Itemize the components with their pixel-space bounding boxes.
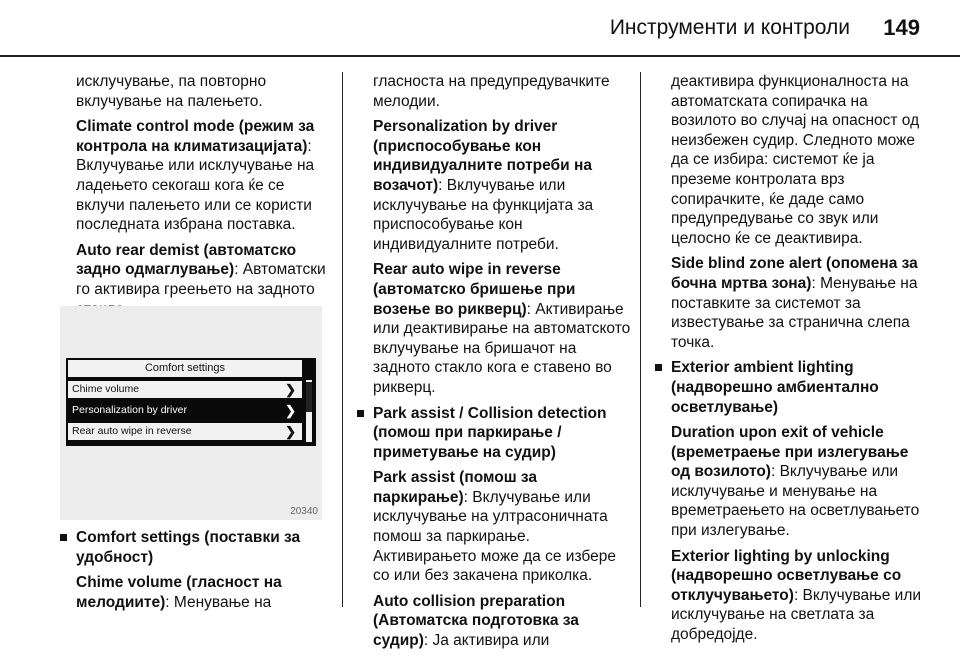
scrollbar-thumb: [306, 382, 312, 412]
paragraph-personalization: [357, 117, 633, 254]
paragraph: исклучување, па повторно вклучување на палењето.: [76, 73, 267, 110]
paragraph-duration-exit: [655, 423, 931, 541]
heading-climate-control-mode: Climate control mode (режим за контрола на климатизацијата): [76, 118, 315, 155]
heading-auto-rear-demist: Auto rear demist (автоматско задно одмаглување): [76, 241, 297, 279]
text-personalization-by-driver: : Вклучување или исклучување на функцијата за приспособување кон индивидуалните потреби.: [373, 176, 594, 253]
heading-exterior-ambient-lighting: Exterior ambient lighting (надворешно амбиентално осветлување): [671, 359, 879, 416]
heading-chime-volume: Chime volume (гласност на мелодиите): [76, 574, 282, 611]
text-rear-auto-wipe: : Активирање или деактивирање на автоматското вклучување на бришачот на задното стакло кога е ставено во рикверц.: [373, 300, 631, 396]
comfort-settings-figure: [60, 306, 322, 520]
menu-item-label: Rear auto wipe in reverse: [72, 425, 192, 437]
chevron-right-icon: ❯: [285, 403, 296, 418]
heading-comfort-settings: Comfort settings (поставки за удобност): [76, 529, 301, 566]
scrollbar: [306, 380, 312, 442]
heading-park-assist-collision: Park assist / Collision detection (помош при паркирање / приметување на судир): [373, 404, 607, 461]
paragraph: деактивира функционалноста на автоматската сопирачка на возилото во случај на опасност од неизбежен судир. Следното може да се избира: системот ќе ја преземе контролата врз сопирачките, ќе даде само предупредување со звук или целосно ќе се деактивира.: [671, 73, 920, 247]
text-park-assist: : Вклучување или исклучување на ултрасоничната помош за паркирање. Активирањето може да се избере со или без закачена приколка.: [373, 488, 616, 585]
bullet-square-icon: [655, 364, 662, 371]
menu-item-chime-volume: [68, 381, 302, 398]
display-screen: [66, 358, 316, 446]
screen-title: Comfort settings: [68, 360, 302, 377]
heading-rear-auto-wipe: Rear auto wipe in reverse (автоматско бришење при возење во рикверц): [373, 261, 576, 318]
heading-personalization-by-driver: Personalization by driver (приспособување кон индивидуалните потреби на возачот): [373, 118, 592, 194]
paragraph-chime: [60, 573, 334, 612]
column-2: [357, 72, 633, 657]
menu-item-rear-auto-wipe: [68, 423, 302, 440]
heading-exterior-lighting-unlocking: Exterior lighting by unlocking (надворешно осветлување со отклучувањето): [671, 547, 902, 604]
column-divider: [640, 72, 641, 607]
bullet-exterior-ambient-lighting: [655, 358, 931, 417]
paragraph: гласноста на предупредувачките мелодии.: [373, 73, 610, 110]
bullet-square-icon: [357, 410, 364, 417]
paragraph-climate: [76, 117, 334, 235]
column-1: [76, 72, 334, 325]
page-number: 149: [883, 15, 920, 40]
heading-duration-upon-exit: Duration upon exit of vehicle (времетраење при излегување од возилото): [671, 424, 909, 481]
page-header-title: Инструменти и контроли: [609, 16, 850, 39]
heading-park-assist: Park assist (помош за паркирање): [373, 469, 538, 506]
menu-item-label: Personalization by driver: [72, 404, 187, 416]
bullet-park-assist: [357, 404, 633, 463]
bullet-square-icon: [60, 534, 67, 541]
text-chime-volume: : Менување на: [165, 593, 272, 611]
page-header: [0, 0, 960, 62]
paragraph-park-assist: [357, 468, 633, 586]
text-climate-control-mode: : Вклучување или исклучување на ладењето секогаш кога ќе се вклучи палењето или се користи последната избрана поставка.: [76, 137, 315, 234]
bullet-comfort-settings: [60, 528, 334, 567]
menu-item-label: Chime volume: [72, 383, 140, 395]
paragraph-rear-wipe: [357, 260, 633, 397]
text-side-blind-zone-alert: : Менување на поставките за системот за известување за странична слепа точка.: [671, 274, 918, 351]
figure-id: 20340: [290, 506, 318, 517]
text-duration-upon-exit: : Вклучување или исклучување и менување на времетраењето на осветлувањето при излегување.: [671, 463, 920, 540]
heading-side-blind-zone-alert: Side blind zone alert (опомена за бочна мртва зона): [671, 255, 918, 292]
text-exterior-lighting-unlocking: : Вклучување или исклучување на светлата за добредојде.: [671, 586, 922, 644]
text-auto-collision-preparation: : Ја активира или: [423, 632, 550, 650]
header-rule: [0, 55, 960, 57]
paragraph-lighting-unlocking: [655, 547, 931, 645]
chevron-right-icon: ❯: [285, 382, 296, 397]
paragraph-side-blind-zone: [655, 254, 931, 352]
column-divider: [342, 72, 343, 607]
heading-auto-collision-preparation: Auto collision preparation (Автоматска подготовка за судир): [373, 592, 579, 650]
menu-item-personalization-by-driver: [68, 402, 302, 419]
chevron-right-icon: ❯: [285, 424, 296, 439]
column-1-lower: [60, 528, 334, 618]
column-3: [655, 72, 931, 651]
text-auto-rear-demist: : Автоматски го активира греењето на задното: [76, 261, 326, 298]
